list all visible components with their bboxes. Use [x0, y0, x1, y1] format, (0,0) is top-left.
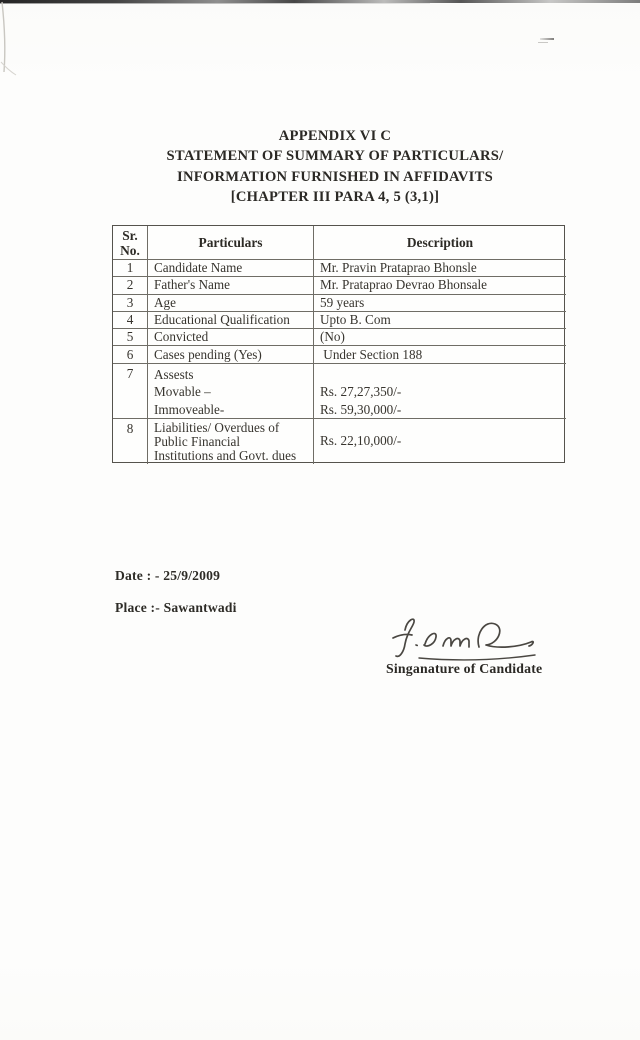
candidate-signature: [383, 614, 568, 666]
row1-sr-cell: 1: [113, 260, 148, 277]
assets-label: Assests: [154, 366, 194, 382]
scan-artifact-top-edge-shadow: [0, 3, 430, 4]
row2-particulars-cell: Father's Name: [148, 277, 314, 294]
place-line: Place :- Sawantwadi: [115, 600, 237, 615]
assets-value-blank: [320, 366, 566, 384]
liabilities-label-line3: Institutions and Govt. dues: [154, 448, 297, 464]
scan-artifact-corner-streak: [0, 0, 40, 90]
column-header-sr-no: [113, 226, 148, 260]
row5-description-cell: (No): [314, 329, 566, 346]
liabilities-value: Rs. 22,10,000/-: [320, 433, 402, 449]
title-line-appendix: APPENDIX VI C: [278, 128, 392, 144]
document-title: [35, 126, 635, 208]
row4-sr-cell: 4: [113, 312, 148, 329]
row8-particulars-cell: [148, 419, 314, 464]
header-sr-text: Sr.: [122, 227, 138, 243]
row2-description-cell: Mr. Prataprao Devrao Bhonsale: [314, 277, 566, 294]
row1-description-cell: Mr. Pravin Prataprao Bhonsle: [314, 260, 566, 277]
row3-description-cell: 59 years: [314, 295, 566, 312]
row3-particulars-cell: Age: [148, 295, 314, 312]
row5-sr-cell: 5: [113, 329, 148, 346]
row7-description-cell: [314, 364, 566, 419]
row5-particulars-cell: Convicted: [148, 329, 314, 346]
column-header-particulars: [148, 226, 314, 260]
title-line-chapter: [CHAPTER III PARA 4, 5 (3,1)]: [230, 189, 440, 206]
row4-description-cell: Upto B. Com: [314, 312, 566, 329]
movable-label: Movable –: [154, 384, 211, 400]
scan-artifact-dash: [538, 37, 556, 45]
header-description-text: Description: [406, 234, 474, 250]
date-line: Date : - 25/9/2009: [115, 568, 221, 583]
row6-particulars-cell: Cases pending (Yes): [148, 346, 314, 363]
row1-particulars-cell: Candidate Name: [148, 260, 314, 277]
row4-particulars-cell: Educational Qualification: [148, 312, 314, 329]
immoveable-label: Immoveable-: [154, 401, 225, 417]
header-no-text: No.: [120, 242, 140, 258]
title-line-statement: STATEMENT OF SUMMARY OF PARTICULARS/: [166, 148, 504, 165]
signature-caption: Singanature of Candidate: [386, 661, 543, 676]
movable-value: Rs. 27,27,350/-: [320, 384, 402, 400]
liabilities-label-line1: Liabilities/ Overdues of: [154, 419, 280, 435]
row8-description-cell: [314, 419, 566, 464]
row6-sr-cell: 6: [113, 346, 148, 363]
row7-particulars-cell: [148, 364, 314, 419]
row7-sr-cell: 7: [113, 364, 148, 419]
row6-description-cell: Under Section 188: [314, 346, 566, 363]
immoveable-value: Rs. 59,30,000/-: [320, 401, 402, 417]
liabilities-label-line2: Public Financial: [154, 434, 241, 450]
row3-sr-cell: 3: [113, 295, 148, 312]
row2-sr-cell: 2: [113, 277, 148, 294]
header-particulars-text: Particulars: [198, 234, 263, 250]
column-header-description: [314, 226, 566, 260]
row8-sr-cell: 8: [113, 419, 148, 464]
title-line-information: INFORMATION FURNISHED IN AFFIDAVITS: [177, 168, 493, 185]
summary-table: [112, 225, 565, 463]
